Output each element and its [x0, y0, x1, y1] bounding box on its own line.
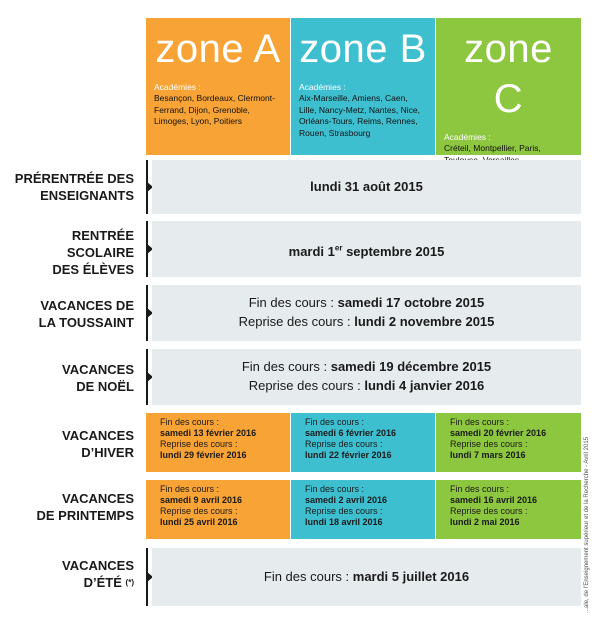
ete-band [152, 548, 581, 606]
side-credit-note: ...ale, de l’Enseignement supérieur et de la Recherche - Avril 2015 [584, 437, 590, 613]
toussaint-reprise: Reprise des cours : lundi 2 novembre 2015 [238, 314, 495, 329]
zone-c-academies-label: Académies : [444, 132, 491, 142]
hiver-zone-c: Fin des cours : samedi 20 février 2016 Reprise des cours : lundi 7 mars 2016 [436, 413, 581, 472]
zone-a-header [146, 18, 290, 155]
prerentree-date: lundi 31 août 2015 [310, 179, 423, 194]
hiver-label: VACANCES D’HIVER [62, 428, 134, 460]
noel-label: VACANCES DE NOËL [62, 362, 134, 394]
toussaint-band [152, 285, 581, 341]
zone-b-academies-label: Académies : [299, 82, 346, 92]
printemps-zone-a: Fin des cours : samedi 9 avril 2016 Reprise des cours : lundi 25 avril 2016 [146, 480, 290, 539]
zone-a-title: zone A [155, 27, 281, 71]
hiver-zone-a: Fin des cours : samedi 13 février 2016 Reprise des cours : lundi 29 février 2016 [146, 413, 290, 472]
printemps-label: VACANCES DE PRINTEMPS [36, 491, 134, 523]
zone-c-academies: Créteil, Montpellier, Paris, [444, 143, 541, 153]
zone-b-title: zone B [299, 27, 427, 71]
toussaint-fin: Fin des cours : samedi 17 octobre 2015 [248, 295, 485, 310]
printemps-zone-b: Fin des cours : samedi 2 avril 2016 Reprise des cours : lundi 18 avril 2016 [291, 480, 435, 539]
zone-a-academies: Besançon, Bordeaux, Clermont-Ferrand, Dijon, Grenoble, Limoges, Lyon, Poitiers [154, 93, 275, 126]
ete-fin: Fin des cours : mardi 5 juillet 2016 [263, 569, 470, 584]
ete-label: VACANCES D’ÉTÉ (*) [62, 558, 134, 590]
zone-c-header [436, 18, 581, 155]
zone-a-academies-label: Académies : [154, 82, 201, 92]
printemps-zone-c: Fin des cours : samedi 16 avril 2016 Reprise des cours : lundi 2 mai 2016 [436, 480, 581, 539]
zone-c-title: zone C [464, 27, 553, 121]
noel-fin: Fin des cours : samedi 19 décembre 2015 [241, 359, 492, 374]
rentree-band [152, 221, 581, 277]
noel-reprise: Reprise des cours : lundi 4 janvier 2016 [248, 378, 485, 393]
toussaint-label: VACANCES DE LA TOUSSAINT [38, 298, 134, 330]
zone-b-header [291, 18, 435, 155]
rentree-label: RENTRÉE SCOLAIRE DES ÉLÈVES [52, 228, 134, 277]
prerentree-band [152, 160, 581, 214]
noel-band [152, 349, 581, 405]
zone-b-academies: Aix-Marseille, Amiens, Caen, Lille, Nancy-Metz, Nantes, Nice, Orléans-Tours, Reims, Rennes, Rouen, Strasbourg [299, 93, 420, 138]
ete-footnote-mark: (*) [125, 578, 134, 587]
hiver-zone-b: Fin des cours : samedi 6 février 2016 Reprise des cours : lundi 22 février 2016 [291, 413, 435, 472]
prerentree-label: PRÉRENTRÉE DES ENSEIGNANTS [14, 171, 134, 203]
rentree-date: mardi 1er septembre 2015 [288, 244, 445, 260]
